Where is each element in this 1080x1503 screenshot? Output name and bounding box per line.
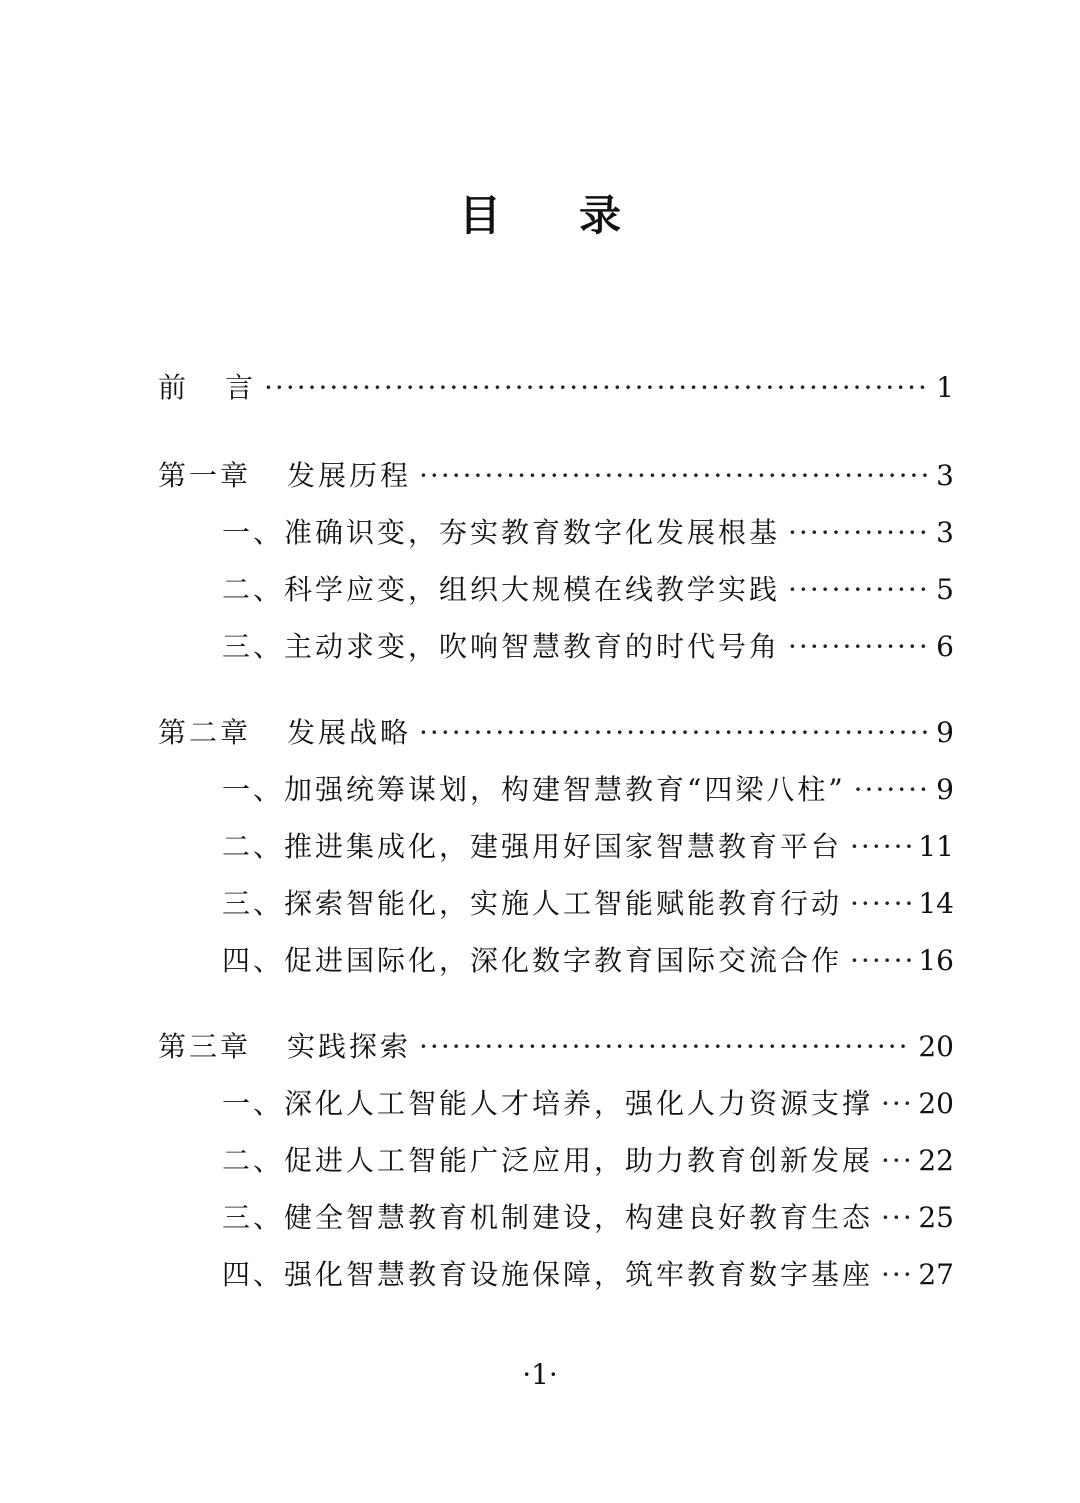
toc-page-number: 20 [918, 1030, 954, 1063]
dot-leader [788, 562, 930, 618]
dot-leader [419, 1019, 912, 1075]
dot-leader [264, 360, 930, 416]
toc-entry-section[interactable] [222, 619, 954, 675]
toc-entry-label: 一、准确识变，夯实教育数字化发展根基 [222, 516, 781, 549]
toc-page-number: 11 [918, 830, 954, 863]
toc-page-number: 1 [936, 371, 954, 404]
toc-entry-label: 四、强化智慧教育设施保障，筑牢教育数字基座 [222, 1258, 874, 1291]
dot-leader [850, 876, 912, 932]
toc-entry-label: 一、深化人工智能人才培养，强化人力资源支撑 [222, 1087, 874, 1120]
toc-entry-chapter-3[interactable] [158, 1019, 954, 1075]
toc-entry-section[interactable] [222, 1190, 954, 1246]
dot-leader [854, 762, 931, 818]
dot-leader [881, 1247, 912, 1303]
dot-leader [419, 448, 930, 504]
toc-page-number: 14 [918, 887, 954, 920]
toc-entry-section[interactable] [222, 876, 954, 932]
dot-leader [850, 819, 912, 875]
toc-entry-chapter-2[interactable] [158, 705, 954, 761]
dot-leader [788, 505, 930, 561]
toc-entry-section[interactable] [222, 762, 954, 818]
toc-entry-label: 三、健全智慧教育机制建设，构建良好教育生态 [222, 1201, 874, 1234]
toc-entry-chapter-1[interactable] [158, 448, 954, 504]
toc-page-number: 5 [936, 573, 954, 606]
dot-leader [850, 933, 912, 989]
dot-leader [881, 1076, 912, 1132]
page-number-footer: ·1· [522, 1358, 558, 1391]
dot-leader [881, 1190, 912, 1246]
toc-page-number: 6 [936, 630, 954, 663]
toc-entry-label: 二、促进人工智能广泛应用，助力教育创新发展 [222, 1144, 874, 1177]
toc-entry-label: 前 言 [158, 371, 257, 404]
toc-entry-section[interactable] [222, 933, 954, 989]
toc-entry-label: 第三章 实践探索 [158, 1030, 412, 1063]
toc-entry-section[interactable] [222, 505, 954, 561]
dot-leader [881, 1133, 912, 1189]
toc-page-number: 27 [918, 1258, 954, 1291]
toc-entry-label: 一、加强统筹谋划，构建智慧教育“四梁八柱” [222, 773, 846, 806]
toc-entry-section[interactable] [222, 819, 954, 875]
toc-entry-label: 三、主动求变，吹响智慧教育的时代号角 [222, 630, 781, 663]
dot-leader [788, 619, 930, 675]
toc-entry-label: 二、科学应变，组织大规模在线教学实践 [222, 573, 781, 606]
toc-page-number: 3 [936, 459, 954, 492]
toc-entry-section[interactable] [222, 1247, 954, 1303]
toc-page-number: 25 [918, 1201, 954, 1234]
toc-page-number: 20 [918, 1087, 954, 1120]
toc-entry-label: 二、推进集成化，建强用好国家智慧教育平台 [222, 830, 843, 863]
toc-page-number: 3 [936, 516, 954, 549]
toc-entry-section[interactable] [222, 562, 954, 618]
toc-page-number: 9 [936, 773, 954, 806]
toc-page-number: 9 [936, 716, 954, 749]
toc-entry-label: 四、促进国际化，深化数字教育国际交流合作 [222, 944, 843, 977]
toc-page-number: 16 [918, 944, 954, 977]
toc-entry-preface[interactable] [158, 360, 954, 416]
toc-entry-label: 第二章 发展战略 [158, 716, 412, 749]
dot-leader [419, 705, 930, 761]
toc-page-number: 22 [918, 1144, 954, 1177]
toc-entry-label: 第一章 发展历程 [158, 459, 412, 492]
toc-entry-section[interactable] [222, 1133, 954, 1189]
toc-entry-section[interactable] [222, 1076, 954, 1132]
page-title: 目录 [458, 191, 699, 240]
toc-entry-label: 三、探索智能化，实施人工智能赋能教育行动 [222, 887, 843, 920]
